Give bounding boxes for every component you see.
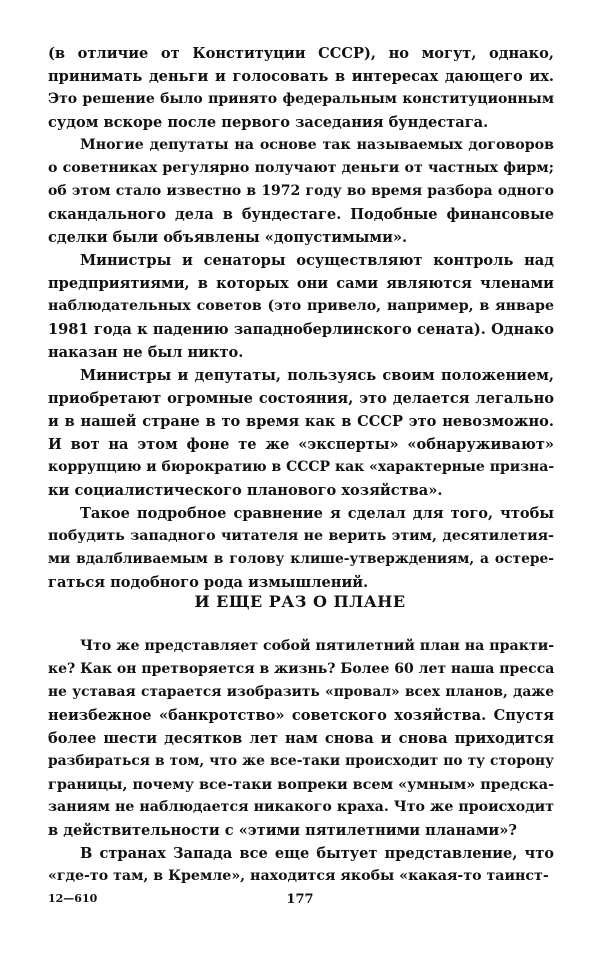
text-line: неизбежное «банкротство» советского хозяйства. Спустя bbox=[48, 707, 554, 724]
bottom-text-block bbox=[48, 635, 554, 888]
text-line: судом вскоре после первого заседания бундестага. bbox=[48, 114, 489, 131]
text-line: разбираться в том, что же все-таки происходит по ту сторону bbox=[48, 753, 554, 769]
text-line: В странах Запада все еще бытует представление, что bbox=[80, 845, 554, 862]
text-line: в действительности с «этими пятилетними планами»? bbox=[48, 822, 517, 839]
text-line: заниям не наблюдается никакого краха. Что же происходит bbox=[48, 799, 554, 815]
paragraph bbox=[48, 635, 554, 842]
text-line: Что же представляет собой пятилетний план на практи- bbox=[80, 638, 555, 654]
text-line: гаться подобного рода измышлений. bbox=[48, 574, 369, 591]
section-heading: И ЕЩЕ РАЗ О ПЛАНЕ bbox=[194, 592, 406, 611]
top-text-block bbox=[48, 42, 554, 594]
text-line: границы, почему все-таки вопреки всем «умным» предска- bbox=[48, 776, 555, 793]
paragraph bbox=[48, 842, 554, 888]
text-line: приобретают огромные состояния, это делается легально bbox=[48, 390, 554, 407]
text-line: принимать деньги и голосовать в интересах дающего их. bbox=[48, 68, 554, 85]
text-line: Это решение было принято федеральным конституционным bbox=[48, 91, 554, 107]
text-line: 1981 года к падению западноберлинского сената). Однако bbox=[48, 321, 554, 338]
text-line: не уставая старается изобразить «провал» всех планов, даже bbox=[48, 684, 554, 700]
text-line: более шести десятков лет нам снова и снова приходится bbox=[48, 730, 554, 747]
paragraph bbox=[48, 502, 554, 594]
paragraph bbox=[48, 134, 554, 249]
text-line: наблюдательных советов (это привело, например, в январе bbox=[48, 298, 554, 314]
paragraph bbox=[48, 249, 554, 364]
text-line: ми вдалбливаемым в голову клише-утверждениям, а остере- bbox=[48, 551, 554, 567]
text-line: о советниках регулярно получают деньги от частных фирм; bbox=[48, 160, 554, 176]
text-line: коррупцию и бюрократию в СССР как «характерные призна- bbox=[48, 459, 555, 475]
page-number: 177 bbox=[286, 892, 314, 907]
text-line: «где-то там, в Кремле», находится якобы «какая-то таинст- bbox=[48, 868, 549, 884]
text-line: скандального дела в бундестаге. Подобные финансовые bbox=[48, 206, 554, 223]
text-line: Такое подробное сравнение я сделал для того, чтобы bbox=[80, 505, 554, 522]
text-line: Министры и депутаты, пользуясь своим положением, bbox=[80, 367, 554, 384]
text-line: И вот на этом фоне те же «эксперты» «обнаруживают» bbox=[48, 436, 554, 453]
text-line: сделки были объявлены «допустимыми». bbox=[48, 229, 408, 246]
paragraph bbox=[48, 364, 554, 502]
text-line: Многие депутаты на основе так называемых договоров bbox=[80, 137, 554, 153]
text-line: Министры и сенаторы осуществляют контроль над bbox=[80, 252, 554, 269]
paragraph bbox=[48, 42, 554, 134]
text-line: побудить западного читателя не верить этим, десятилетия- bbox=[48, 528, 554, 544]
text-line: и в нашей стране в то время как в СССР это невозможно. bbox=[48, 413, 554, 430]
text-line: наказан не был никто. bbox=[48, 344, 244, 361]
text-line: ки социалистического планового хозяйства». bbox=[48, 482, 443, 499]
text-line: об этом стало известно в 1972 году во время разбора одного bbox=[48, 183, 554, 199]
text-line: предприятиями, в которых они сами являются членами bbox=[48, 275, 554, 292]
printer-signature: 12—610 bbox=[48, 892, 98, 905]
text-line: ке? Как он претворяется в жизнь? Более 60 лет наша пресса bbox=[48, 661, 555, 677]
text-line: (в отличие от Конституции СССР), но могут, однако, bbox=[48, 45, 554, 62]
